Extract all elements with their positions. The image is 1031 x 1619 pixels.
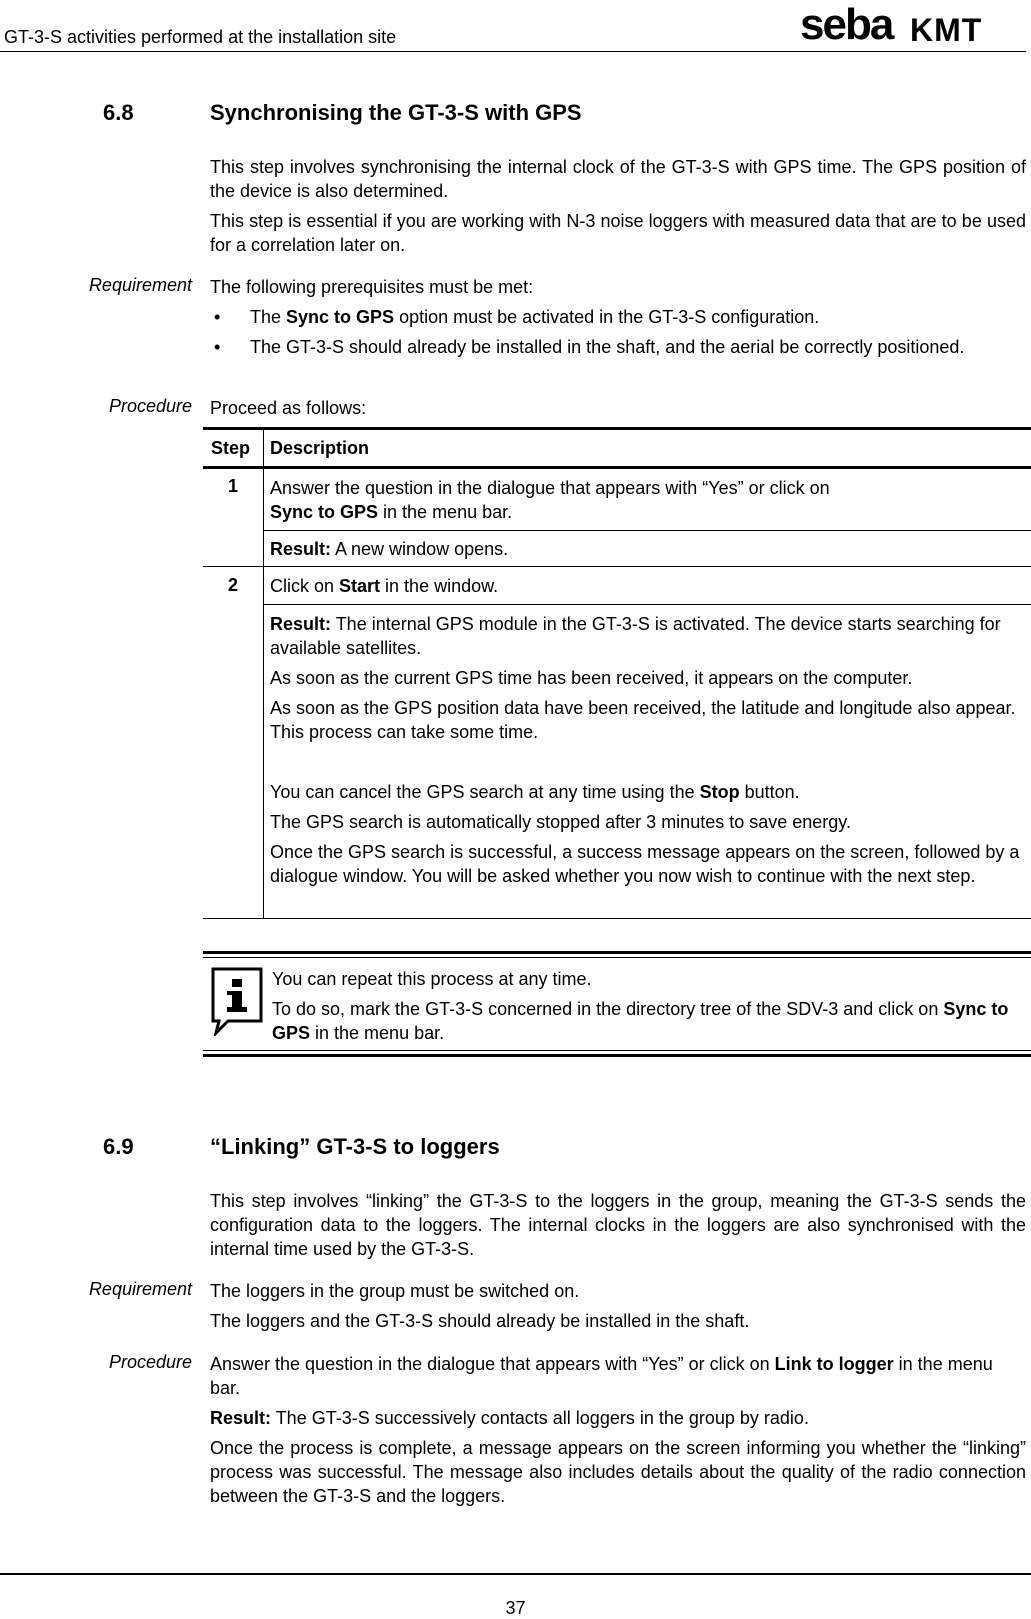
paragraph: Once the process is complete, a message appears on the screen informing you whether the “linking” process was successful. The message also includes details about the quality of the radio connection between the GT-3-S and the loggers. bbox=[210, 1438, 1026, 1506]
step-text: As soon as the GPS position data have been received, the latitude and longitude also appear. This process can take some time. bbox=[270, 698, 1016, 742]
step-number: 1 bbox=[227, 476, 238, 496]
paragraph: Result: The GT-3-S successively contacts all loggers in the group by radio. bbox=[210, 1408, 809, 1428]
paragraph: This step involves synchronising the internal clock of the GT-3-S with GPS time. The GPS position of the device is also determined. bbox=[210, 157, 1026, 201]
step-text: The GPS search is automatically stopped after 3 minutes to save energy. bbox=[270, 812, 851, 832]
bullet-list bbox=[210, 305, 990, 365]
table-rule bbox=[203, 466, 1031, 469]
footer-rule bbox=[0, 1573, 1031, 1575]
section-number: 6.9 bbox=[103, 1134, 134, 1159]
side-label-requirement: Requirement bbox=[88, 1279, 192, 1299]
paragraph: This step involves “linking” the GT-3-S to the loggers in the group, meaning the GT-3-S sends the configuration data to the loggers. The internal clocks in the loggers are also synchronised with the internal time used by the GT-3-S. bbox=[210, 1191, 1026, 1259]
info-icon bbox=[210, 966, 264, 1036]
side-label-procedure: Procedure bbox=[108, 396, 192, 416]
svg-text:seba: seba bbox=[800, 6, 893, 46]
step-text: You can cancel the GPS search at any time using the Stop button. bbox=[270, 782, 800, 802]
table-rule bbox=[264, 530, 1031, 531]
note-text: You can repeat this process at any time. bbox=[272, 969, 592, 989]
section-title: Synchronising the GT-3-S with GPS bbox=[210, 100, 582, 125]
step-text: Once the GPS search is successful, a success message appears on the screen, followed by a dialogue window. You will be asked whether you now wish to continue with the next step. bbox=[270, 842, 1020, 886]
table-column-rule bbox=[263, 429, 264, 918]
table-rule bbox=[203, 427, 1031, 430]
step-description: Click on Start in the window. bbox=[270, 576, 499, 596]
paragraph: The following prerequisites must be met: bbox=[210, 277, 534, 297]
table-header-description: Description bbox=[270, 438, 370, 458]
step-result: Result: The internal GPS module in the GT-3-S is activated. The device starts searching for available satellites. bbox=[270, 614, 1001, 658]
table-rule bbox=[203, 566, 1031, 567]
table-rule bbox=[264, 604, 1031, 605]
paragraph: This step is essential if you are working with N-3 noise loggers with measured data that are to be used for a correlation later on. bbox=[210, 211, 1026, 255]
note-text: To do so, mark the GT-3-S concerned in the directory tree of the SDV-3 and click on Sync to GPS in the menu bar. bbox=[272, 999, 1009, 1043]
list-item: • The GT-3-S should already be installed in the shaft, and the aerial be correctly positioned. bbox=[210, 335, 990, 359]
side-label-procedure: Procedure bbox=[108, 1352, 192, 1372]
svg-text:KMT: KMT bbox=[910, 12, 983, 46]
step-number: 2 bbox=[227, 575, 238, 595]
paragraph: The loggers in the group must be switched on. bbox=[210, 1281, 580, 1301]
section-number: 6.8 bbox=[103, 100, 134, 125]
step-description: Answer the question in the dialogue that appears with “Yes” or click on Sync to GPS in the menu bar. bbox=[270, 478, 830, 522]
side-label-requirement: Requirement bbox=[88, 275, 192, 295]
sebakmt-logo bbox=[800, 6, 1026, 46]
section-title: “Linking” GT-3-S to loggers bbox=[210, 1134, 500, 1159]
paragraph: Proceed as follows: bbox=[210, 398, 367, 418]
step-text: As soon as the current GPS time has been received, it appears on the computer. bbox=[270, 668, 913, 688]
header-title: GT-3-S activities performed at the installation site bbox=[4, 27, 397, 47]
paragraph: The loggers and the GT-3-S should already be installed in the shaft. bbox=[210, 1311, 750, 1331]
step-result: Result: A new window opens. bbox=[270, 539, 509, 559]
table-header-step: Step bbox=[211, 438, 251, 458]
table-rule bbox=[203, 918, 1031, 919]
header-rule bbox=[0, 51, 1026, 52]
paragraph: Answer the question in the dialogue that appears with “Yes” or click on Link to logger in the menu bar. bbox=[210, 1354, 993, 1398]
list-item: • The Sync to GPS option must be activated in the GT-3-S configuration. bbox=[210, 305, 990, 329]
page-number: 37 bbox=[505, 1598, 526, 1618]
